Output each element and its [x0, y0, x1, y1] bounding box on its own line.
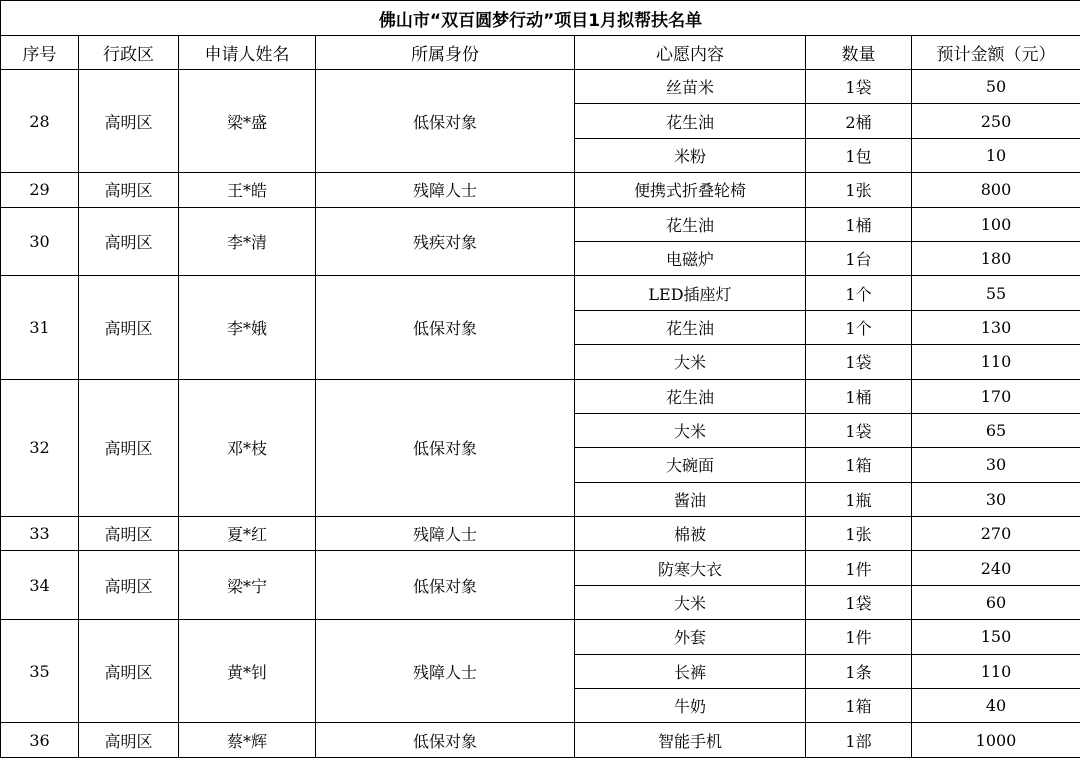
cell-identity: 残障人士 [316, 620, 575, 723]
cell-wish-content: 米粉 [575, 138, 806, 172]
cell-estimated-amount: 10 [912, 138, 1080, 172]
header-serial-number: 序号 [1, 36, 79, 70]
cell-quantity: 1桶 [806, 207, 912, 241]
cell-wish-content: 电磁炉 [575, 241, 806, 275]
cell-applicant-name: 王*皓 [179, 173, 316, 207]
cell-wish-content: 大米 [575, 413, 806, 447]
cell-wish-content: 大碗面 [575, 448, 806, 482]
cell-serial-number: 29 [1, 173, 79, 207]
cell-quantity: 1件 [806, 551, 912, 585]
table-row [1, 70, 1080, 104]
cell-wish-content: 酱油 [575, 482, 806, 516]
cell-district: 高明区 [79, 551, 179, 620]
cell-serial-number: 32 [1, 379, 79, 517]
cell-quantity: 1箱 [806, 448, 912, 482]
cell-serial-number: 30 [1, 207, 79, 276]
cell-quantity: 1条 [806, 654, 912, 688]
cell-district: 高明区 [79, 173, 179, 207]
cell-quantity: 1张 [806, 517, 912, 551]
cell-district: 高明区 [79, 517, 179, 551]
cell-serial-number: 33 [1, 517, 79, 551]
cell-district: 高明区 [79, 276, 179, 379]
cell-wish-content: 防寒大衣 [575, 551, 806, 585]
header-estimated-amount: 预计金额（元） [912, 36, 1080, 70]
cell-wish-content: 花生油 [575, 207, 806, 241]
cell-quantity: 1袋 [806, 70, 912, 104]
cell-quantity: 1桶 [806, 379, 912, 413]
header-applicant-name: 申请人姓名 [179, 36, 316, 70]
cell-district: 高明区 [79, 379, 179, 517]
cell-quantity: 1袋 [806, 345, 912, 379]
header-wish-content: 心愿内容 [575, 36, 806, 70]
table-row [1, 551, 1080, 585]
table-row [1, 379, 1080, 413]
cell-quantity: 1瓶 [806, 482, 912, 516]
table-body [1, 70, 1080, 758]
cell-identity: 低保对象 [316, 379, 575, 517]
table-row [1, 517, 1080, 551]
cell-identity: 残障人士 [316, 173, 575, 207]
cell-quantity: 1袋 [806, 413, 912, 447]
cell-estimated-amount: 40 [912, 689, 1080, 723]
cell-serial-number: 34 [1, 551, 79, 620]
cell-wish-content: 牛奶 [575, 689, 806, 723]
cell-estimated-amount: 250 [912, 104, 1080, 138]
cell-district: 高明区 [79, 620, 179, 723]
table-row [1, 620, 1080, 654]
cell-identity: 低保对象 [316, 551, 575, 620]
table-row [1, 207, 1080, 241]
cell-estimated-amount: 150 [912, 620, 1080, 654]
cell-applicant-name: 李*娥 [179, 276, 316, 379]
cell-wish-content: 棉被 [575, 517, 806, 551]
cell-district: 高明区 [79, 207, 179, 276]
cell-serial-number: 28 [1, 70, 79, 173]
cell-applicant-name: 梁*宁 [179, 551, 316, 620]
cell-serial-number: 36 [1, 723, 79, 757]
cell-wish-content: 外套 [575, 620, 806, 654]
cell-quantity: 1包 [806, 138, 912, 172]
cell-serial-number: 35 [1, 620, 79, 723]
header-quantity: 数量 [806, 36, 912, 70]
cell-wish-content: 花生油 [575, 379, 806, 413]
table-row [1, 723, 1080, 757]
cell-estimated-amount: 50 [912, 70, 1080, 104]
cell-estimated-amount: 270 [912, 517, 1080, 551]
cell-applicant-name: 梁*盛 [179, 70, 316, 173]
cell-estimated-amount: 110 [912, 345, 1080, 379]
cell-estimated-amount: 240 [912, 551, 1080, 585]
cell-estimated-amount: 100 [912, 207, 1080, 241]
cell-quantity: 1件 [806, 620, 912, 654]
cell-applicant-name: 邓*枝 [179, 379, 316, 517]
table-row [1, 276, 1080, 310]
cell-applicant-name: 李*清 [179, 207, 316, 276]
cell-estimated-amount: 180 [912, 241, 1080, 275]
cell-estimated-amount: 55 [912, 276, 1080, 310]
header-identity: 所属身份 [316, 36, 575, 70]
cell-identity: 残障人士 [316, 517, 575, 551]
cell-estimated-amount: 30 [912, 482, 1080, 516]
cell-applicant-name: 蔡*辉 [179, 723, 316, 757]
cell-estimated-amount: 30 [912, 448, 1080, 482]
cell-wish-content: 丝苗米 [575, 70, 806, 104]
cell-identity: 低保对象 [316, 723, 575, 757]
cell-estimated-amount: 130 [912, 310, 1080, 344]
table-row [1, 173, 1080, 207]
cell-quantity: 1台 [806, 241, 912, 275]
header-district: 行政区 [79, 36, 179, 70]
cell-quantity: 1张 [806, 173, 912, 207]
cell-wish-content: 大米 [575, 585, 806, 619]
cell-serial-number: 31 [1, 276, 79, 379]
cell-estimated-amount: 65 [912, 413, 1080, 447]
cell-wish-content: 大米 [575, 345, 806, 379]
cell-wish-content: 长裤 [575, 654, 806, 688]
cell-wish-content: 花生油 [575, 104, 806, 138]
cell-wish-content: 智能手机 [575, 723, 806, 757]
cell-applicant-name: 夏*红 [179, 517, 316, 551]
cell-estimated-amount: 110 [912, 654, 1080, 688]
cell-quantity: 1个 [806, 310, 912, 344]
cell-applicant-name: 黄*钊 [179, 620, 316, 723]
cell-estimated-amount: 60 [912, 585, 1080, 619]
cell-wish-content: 花生油 [575, 310, 806, 344]
cell-quantity: 1袋 [806, 585, 912, 619]
cell-estimated-amount: 800 [912, 173, 1080, 207]
cell-quantity: 1部 [806, 723, 912, 757]
cell-estimated-amount: 1000 [912, 723, 1080, 757]
cell-wish-content: 便携式折叠轮椅 [575, 173, 806, 207]
cell-quantity: 2桶 [806, 104, 912, 138]
cell-estimated-amount: 170 [912, 379, 1080, 413]
table-title: 佛山市“双百圆梦行动”项目1月拟帮扶名单 [1, 1, 1080, 36]
cell-district: 高明区 [79, 70, 179, 173]
cell-identity: 低保对象 [316, 276, 575, 379]
cell-wish-content: LED插座灯 [575, 276, 806, 310]
cell-district: 高明区 [79, 723, 179, 757]
cell-identity: 低保对象 [316, 70, 575, 173]
cell-identity: 残疾对象 [316, 207, 575, 276]
cell-quantity: 1个 [806, 276, 912, 310]
cell-quantity: 1箱 [806, 689, 912, 723]
